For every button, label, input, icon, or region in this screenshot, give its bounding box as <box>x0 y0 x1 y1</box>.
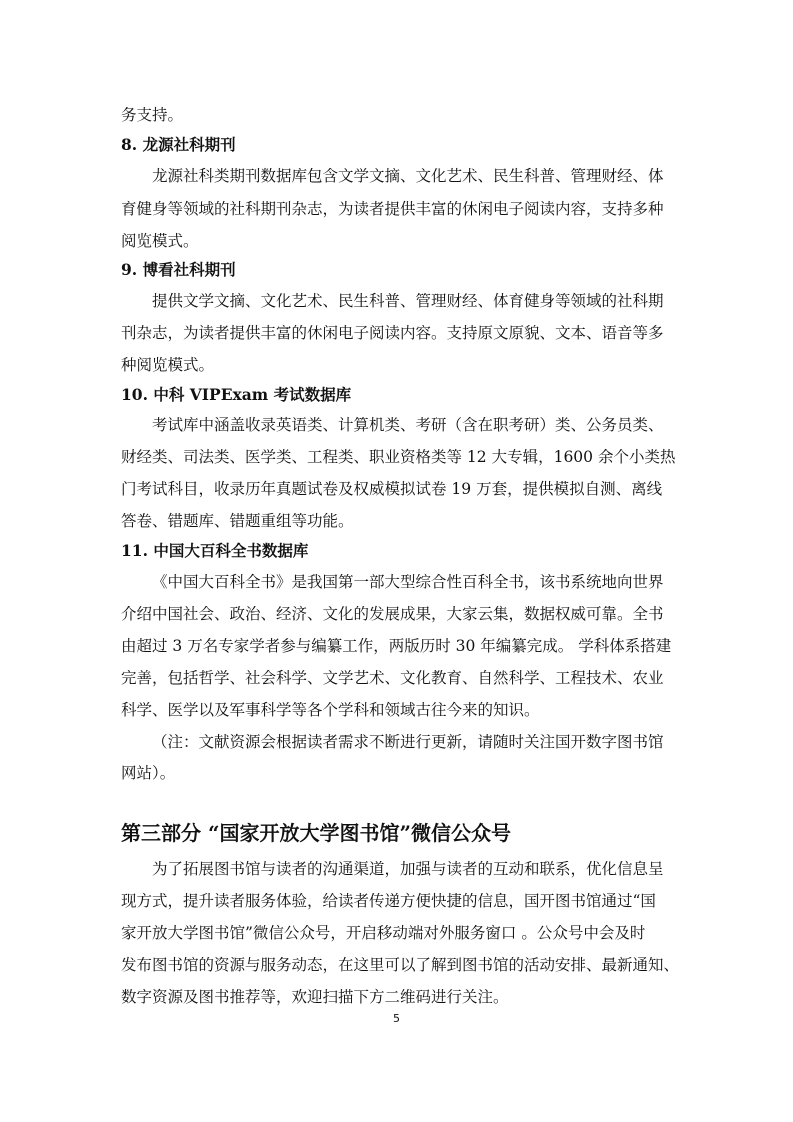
body-text-line: 务支持。 <box>121 106 184 124</box>
body-text-line: 介绍中国社会、政治、经济、文化的发展成果，大家云集，数据权威可靠。全书 <box>121 605 664 623</box>
body-text-line: 《中国大百科全书》是我国第一部大型综合性百科全书，该书系统地向世界 <box>152 573 664 591</box>
body-text-line: 发布图书馆的资源与服务动态，在这里可以了解到图书馆的活动安排、最新通知、 <box>121 956 680 974</box>
body-text-line: 家开放大学图书馆”微信公众号，开启移动端对外服务窗口 。公众号中会及时 <box>121 924 646 942</box>
heading-vipexam: 10. 中科 VIPExam 考试数据库 <box>121 385 352 404</box>
note-text-line: （注：文献资源会根据读者需求不断进行更新，请随时关注国开数字图书馆 <box>152 733 664 751</box>
body-text-line: 答卷、错题库、错题重组等功能。 <box>121 512 354 530</box>
body-text-line: 财经类、司法类、医学类、工程类、职业资格类等 12 大专辑，1600 余个小类热 <box>121 448 676 466</box>
body-text-line: 育健身等领域的社科期刊杂志，为读者提供丰富的休闲电子阅读内容，支持多种 <box>121 200 664 218</box>
note-text-line: 网站）。 <box>121 764 176 782</box>
body-text-line: 种阅览模式。 <box>121 356 215 374</box>
heading-longyuan: 8. 龙源社科期刊 <box>121 135 236 154</box>
body-text-line: 由超过 3 万名专家学者参与编纂工作，两版历时 30 年编纂完成。 学科体系搭建 <box>121 637 672 655</box>
body-text-line: 门考试科目，收录历年真题试卷及权威模拟试卷 19 万套，提供模拟自测、离线 <box>121 480 663 498</box>
body-text-line: 完善，包括哲学、社会科学、文学艺术、文化教育、自然科学、工程技术、农业 <box>121 669 664 687</box>
body-text-line: 为了拓展图书馆与读者的沟通渠道，加强与读者的互动和联系，优化信息呈 <box>152 860 664 878</box>
body-text-line: 考试库中涵盖收录英语类、计算机类、考研（含在职考研）类、公务员类、 <box>152 416 664 434</box>
body-text-line: 阅览模式。 <box>121 232 199 250</box>
body-text-line: 现方式，提升读者服务体验，给读者传递方便快捷的信息，国开图书馆通过“国 <box>121 892 656 910</box>
page-number: 5 <box>393 1012 400 1025</box>
body-text-line: 龙源社科类期刊数据库包含文学文摘、文化艺术、民生科普、管理财经、体 <box>152 167 664 185</box>
body-text-line: 刊杂志，为读者提供丰富的休闲电子阅读内容。支持原文原貌、文本、语音等多 <box>121 324 664 342</box>
body-text-line: 提供文学文摘、文化艺术、民生科普、管理财经、体育健身等领域的社科期 <box>152 292 664 310</box>
section-title: 第三部分 “国家开放大学图书馆”微信公众号 <box>121 821 511 845</box>
body-text-line: 数字资源及图书推荐等，欢迎扫描下方二维码进行关注。 <box>121 988 509 1006</box>
body-text-line: 科学、医学以及军事科学等各个学科和领域古往今来的知识。 <box>121 701 540 719</box>
heading-encyclopedia: 11. 中国大百科全书数据库 <box>121 541 309 560</box>
heading-bookan: 9. 博看社科期刊 <box>121 260 236 279</box>
